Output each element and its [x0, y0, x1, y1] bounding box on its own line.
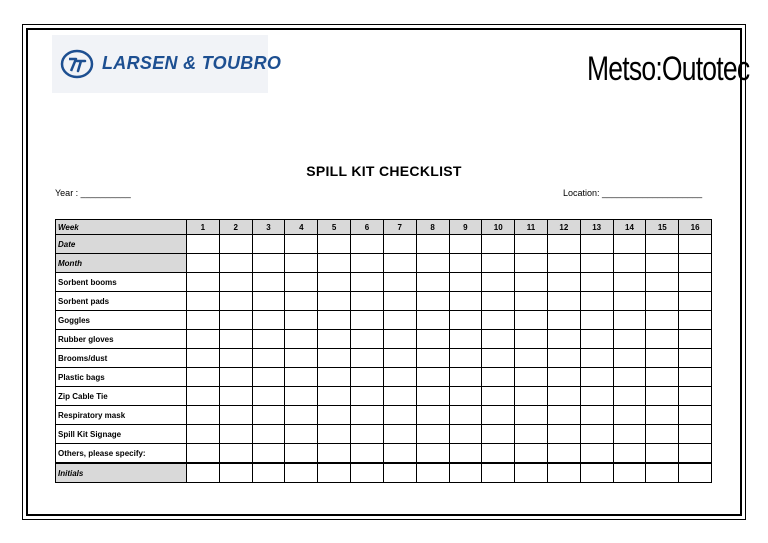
check-cell[interactable]: [252, 273, 285, 292]
week-number: 6: [351, 220, 384, 235]
check-cell[interactable]: [252, 425, 285, 444]
check-cell[interactable]: [252, 330, 285, 349]
check-cell[interactable]: [416, 311, 449, 330]
check-cell[interactable]: [351, 292, 384, 311]
check-cell[interactable]: [482, 311, 515, 330]
table-row: [56, 444, 712, 464]
check-cell[interactable]: [187, 425, 220, 444]
check-cell[interactable]: [416, 425, 449, 444]
row-label: Zip Cable Tie: [56, 387, 187, 406]
check-cell[interactable]: [187, 235, 220, 254]
check-cell[interactable]: [219, 254, 252, 273]
check-cell[interactable]: [416, 444, 449, 464]
check-cell[interactable]: [679, 425, 712, 444]
week-number: 3: [252, 220, 285, 235]
metso-outotec-logo: Metso:Outotec: [587, 50, 750, 88]
check-cell[interactable]: [449, 406, 482, 425]
check-cell[interactable]: [679, 311, 712, 330]
location-field: Location: ____________________: [563, 188, 703, 198]
check-cell[interactable]: [547, 235, 580, 254]
week-number: 13: [580, 220, 613, 235]
week-header-row: [56, 220, 712, 235]
check-cell[interactable]: [613, 330, 646, 349]
check-cell[interactable]: [482, 273, 515, 292]
check-cell[interactable]: [449, 387, 482, 406]
row-label: Brooms/dust: [56, 349, 187, 368]
check-cell[interactable]: [515, 406, 548, 425]
check-cell[interactable]: [187, 273, 220, 292]
check-cell[interactable]: [449, 349, 482, 368]
check-cell[interactable]: [351, 463, 384, 483]
check-cell[interactable]: [383, 273, 416, 292]
check-cell[interactable]: [679, 444, 712, 464]
check-cell[interactable]: [482, 235, 515, 254]
check-cell[interactable]: [580, 349, 613, 368]
check-cell[interactable]: [383, 425, 416, 444]
check-cell[interactable]: [515, 387, 548, 406]
check-cell[interactable]: [187, 368, 220, 387]
check-cell[interactable]: [646, 311, 679, 330]
week-number: 1: [187, 220, 220, 235]
check-cell[interactable]: [187, 292, 220, 311]
check-cell[interactable]: [219, 387, 252, 406]
check-cell[interactable]: [285, 444, 318, 464]
check-cell[interactable]: [646, 444, 679, 464]
check-cell[interactable]: [285, 368, 318, 387]
check-cell[interactable]: [383, 387, 416, 406]
table-row: [56, 387, 712, 406]
check-cell[interactable]: [580, 444, 613, 464]
check-cell[interactable]: [252, 311, 285, 330]
check-cell[interactable]: [285, 387, 318, 406]
check-cell[interactable]: [416, 349, 449, 368]
check-cell[interactable]: [515, 254, 548, 273]
check-cell[interactable]: [515, 292, 548, 311]
check-cell[interactable]: [219, 368, 252, 387]
check-cell[interactable]: [416, 273, 449, 292]
check-cell[interactable]: [482, 463, 515, 483]
check-cell[interactable]: [547, 330, 580, 349]
check-cell[interactable]: [318, 406, 351, 425]
check-cell[interactable]: [383, 292, 416, 311]
check-cell[interactable]: [679, 406, 712, 425]
check-cell[interactable]: [285, 425, 318, 444]
check-cell[interactable]: [679, 235, 712, 254]
check-cell[interactable]: [252, 463, 285, 483]
check-cell[interactable]: [351, 330, 384, 349]
check-cell[interactable]: [449, 235, 482, 254]
check-cell[interactable]: [285, 330, 318, 349]
check-cell[interactable]: [219, 292, 252, 311]
table-row: [56, 254, 712, 273]
check-cell[interactable]: [351, 425, 384, 444]
week-number: 4: [285, 220, 318, 235]
row-label: Plastic bags: [56, 368, 187, 387]
check-cell[interactable]: [416, 292, 449, 311]
check-cell[interactable]: [219, 425, 252, 444]
check-cell[interactable]: [351, 349, 384, 368]
check-cell[interactable]: [383, 254, 416, 273]
check-cell[interactable]: [515, 311, 548, 330]
row-label: Respiratory mask: [56, 406, 187, 425]
check-cell[interactable]: [219, 406, 252, 425]
check-cell[interactable]: [252, 368, 285, 387]
check-cell[interactable]: [482, 444, 515, 464]
check-cell[interactable]: [187, 387, 220, 406]
check-cell[interactable]: [515, 235, 548, 254]
check-cell[interactable]: [318, 292, 351, 311]
week-number: 5: [318, 220, 351, 235]
check-cell[interactable]: [580, 425, 613, 444]
check-cell[interactable]: [646, 368, 679, 387]
check-cell[interactable]: [547, 292, 580, 311]
check-cell[interactable]: [679, 330, 712, 349]
check-cell[interactable]: [383, 330, 416, 349]
check-cell[interactable]: [613, 311, 646, 330]
check-cell[interactable]: [449, 330, 482, 349]
table-row: [56, 235, 712, 254]
check-cell[interactable]: [416, 463, 449, 483]
check-cell[interactable]: [580, 330, 613, 349]
check-cell[interactable]: [547, 463, 580, 483]
check-cell[interactable]: [449, 368, 482, 387]
check-cell[interactable]: [383, 368, 416, 387]
check-cell[interactable]: [646, 235, 679, 254]
check-cell[interactable]: [679, 292, 712, 311]
check-cell[interactable]: [318, 444, 351, 464]
check-cell[interactable]: [646, 330, 679, 349]
row-label: Spill Kit Signage: [56, 425, 187, 444]
check-cell[interactable]: [187, 349, 220, 368]
check-cell[interactable]: [515, 444, 548, 464]
check-cell[interactable]: [679, 463, 712, 483]
week-label: Week: [56, 220, 187, 235]
week-number: 2: [219, 220, 252, 235]
week-number: 10: [482, 220, 515, 235]
check-cell[interactable]: [482, 387, 515, 406]
check-cell[interactable]: [318, 330, 351, 349]
check-cell[interactable]: [449, 463, 482, 483]
lt-emblem-icon: [60, 47, 94, 81]
check-cell[interactable]: [580, 368, 613, 387]
check-cell[interactable]: [515, 349, 548, 368]
check-cell[interactable]: [285, 235, 318, 254]
check-cell[interactable]: [383, 406, 416, 425]
check-cell[interactable]: [547, 368, 580, 387]
week-number: 8: [416, 220, 449, 235]
table-row: [56, 292, 712, 311]
check-cell[interactable]: [547, 425, 580, 444]
check-cell[interactable]: [679, 254, 712, 273]
check-cell[interactable]: [351, 368, 384, 387]
check-cell[interactable]: [547, 444, 580, 464]
table-row: [56, 311, 712, 330]
larsen-toubro-logo: [52, 35, 282, 93]
check-cell[interactable]: [187, 406, 220, 425]
week-number: 14: [613, 220, 646, 235]
check-cell[interactable]: [580, 273, 613, 292]
year-field: Year : __________: [55, 188, 131, 198]
check-cell[interactable]: [318, 387, 351, 406]
check-cell[interactable]: [613, 273, 646, 292]
checklist-table: [55, 219, 712, 483]
check-cell[interactable]: [515, 273, 548, 292]
check-cell[interactable]: [383, 444, 416, 464]
check-cell[interactable]: [219, 273, 252, 292]
check-cell[interactable]: [383, 311, 416, 330]
check-cell[interactable]: [547, 406, 580, 425]
week-number: 11: [515, 220, 548, 235]
check-cell[interactable]: [679, 273, 712, 292]
check-cell[interactable]: [449, 254, 482, 273]
check-cell[interactable]: [285, 273, 318, 292]
table-row: [56, 406, 712, 425]
check-cell[interactable]: [482, 330, 515, 349]
check-cell[interactable]: [187, 311, 220, 330]
check-cell[interactable]: [416, 235, 449, 254]
check-cell[interactable]: [547, 311, 580, 330]
check-cell[interactable]: [318, 368, 351, 387]
check-cell[interactable]: [482, 254, 515, 273]
check-cell[interactable]: [285, 463, 318, 483]
check-cell[interactable]: [515, 463, 548, 483]
check-cell[interactable]: [318, 273, 351, 292]
check-cell[interactable]: [580, 387, 613, 406]
check-cell[interactable]: [580, 406, 613, 425]
row-label: Rubber gloves: [56, 330, 187, 349]
check-cell[interactable]: [285, 311, 318, 330]
check-cell[interactable]: [187, 330, 220, 349]
check-cell[interactable]: [318, 311, 351, 330]
check-cell[interactable]: [351, 254, 384, 273]
table-row: [56, 463, 712, 483]
check-cell[interactable]: [318, 235, 351, 254]
check-cell[interactable]: [580, 254, 613, 273]
week-number: 7: [383, 220, 416, 235]
check-cell[interactable]: [613, 425, 646, 444]
check-cell[interactable]: [351, 311, 384, 330]
check-cell[interactable]: [416, 387, 449, 406]
row-label: Others, please specify:: [56, 444, 187, 464]
check-cell[interactable]: [449, 444, 482, 464]
check-cell[interactable]: [318, 463, 351, 483]
check-cell[interactable]: [580, 311, 613, 330]
check-cell[interactable]: [613, 349, 646, 368]
table-row: [56, 368, 712, 387]
check-cell[interactable]: [679, 368, 712, 387]
check-cell[interactable]: [449, 425, 482, 444]
check-cell[interactable]: [318, 254, 351, 273]
check-cell[interactable]: [646, 463, 679, 483]
row-label: Goggles: [56, 311, 187, 330]
check-cell[interactable]: [219, 444, 252, 464]
check-cell[interactable]: [285, 254, 318, 273]
check-cell[interactable]: [416, 254, 449, 273]
table-row: [56, 273, 712, 292]
page-title: SPILL KIT CHECKLIST: [306, 163, 462, 179]
check-cell[interactable]: [285, 406, 318, 425]
check-cell[interactable]: [613, 406, 646, 425]
check-cell[interactable]: [187, 254, 220, 273]
check-cell[interactable]: [646, 406, 679, 425]
check-cell[interactable]: [646, 425, 679, 444]
check-cell[interactable]: [318, 425, 351, 444]
check-cell[interactable]: [613, 387, 646, 406]
check-cell[interactable]: [351, 444, 384, 464]
check-cell[interactable]: [646, 254, 679, 273]
check-cell[interactable]: [449, 311, 482, 330]
check-cell[interactable]: [515, 330, 548, 349]
check-cell[interactable]: [679, 387, 712, 406]
check-cell[interactable]: [613, 254, 646, 273]
table-row: [56, 425, 712, 444]
check-cell[interactable]: [547, 349, 580, 368]
row-label: Sorbent booms: [56, 273, 187, 292]
check-cell[interactable]: [252, 349, 285, 368]
table-row: [56, 330, 712, 349]
check-cell[interactable]: [613, 368, 646, 387]
check-cell[interactable]: [613, 292, 646, 311]
check-cell[interactable]: [515, 368, 548, 387]
check-cell[interactable]: [515, 425, 548, 444]
check-cell[interactable]: [482, 368, 515, 387]
check-cell[interactable]: [482, 292, 515, 311]
check-cell[interactable]: [482, 425, 515, 444]
check-cell[interactable]: [187, 444, 220, 464]
check-cell[interactable]: [613, 444, 646, 464]
check-cell[interactable]: [285, 349, 318, 368]
table-row: [56, 349, 712, 368]
check-cell[interactable]: [580, 463, 613, 483]
check-cell[interactable]: [416, 406, 449, 425]
row-label: Initials: [56, 463, 187, 483]
check-cell[interactable]: [547, 254, 580, 273]
check-cell[interactable]: [318, 349, 351, 368]
check-cell[interactable]: [351, 273, 384, 292]
week-number: 16: [679, 220, 712, 235]
check-cell[interactable]: [646, 349, 679, 368]
check-cell[interactable]: [449, 273, 482, 292]
check-cell[interactable]: [482, 349, 515, 368]
check-cell[interactable]: [547, 387, 580, 406]
week-number: 12: [547, 220, 580, 235]
check-cell[interactable]: [449, 292, 482, 311]
check-cell[interactable]: [351, 235, 384, 254]
check-cell[interactable]: [646, 292, 679, 311]
check-cell[interactable]: [613, 235, 646, 254]
check-cell[interactable]: [187, 463, 220, 483]
check-cell[interactable]: [580, 292, 613, 311]
check-cell[interactable]: [252, 406, 285, 425]
check-cell[interactable]: [351, 387, 384, 406]
week-number: 15: [646, 220, 679, 235]
check-cell[interactable]: [482, 406, 515, 425]
check-cell[interactable]: [219, 330, 252, 349]
lt-logo-text: LARSEN & TOUBRO: [102, 53, 282, 73]
check-cell[interactable]: [679, 349, 712, 368]
check-cell[interactable]: [219, 311, 252, 330]
check-cell[interactable]: [383, 463, 416, 483]
check-cell[interactable]: [646, 273, 679, 292]
check-cell[interactable]: [252, 254, 285, 273]
check-cell[interactable]: [285, 292, 318, 311]
check-cell[interactable]: [646, 387, 679, 406]
week-number: 9: [449, 220, 482, 235]
check-cell[interactable]: [580, 235, 613, 254]
check-cell[interactable]: [252, 292, 285, 311]
row-label: Month: [56, 254, 187, 273]
check-cell[interactable]: [613, 463, 646, 483]
check-cell[interactable]: [416, 330, 449, 349]
check-cell[interactable]: [252, 235, 285, 254]
check-cell[interactable]: [547, 273, 580, 292]
check-cell[interactable]: [252, 444, 285, 464]
row-label: Date: [56, 235, 187, 254]
check-cell[interactable]: [219, 349, 252, 368]
row-label: Sorbent pads: [56, 292, 187, 311]
check-cell[interactable]: [219, 463, 252, 483]
check-cell[interactable]: [383, 349, 416, 368]
check-cell[interactable]: [351, 406, 384, 425]
check-cell[interactable]: [416, 368, 449, 387]
check-cell[interactable]: [383, 235, 416, 254]
check-cell[interactable]: [219, 235, 252, 254]
check-cell[interactable]: [252, 387, 285, 406]
